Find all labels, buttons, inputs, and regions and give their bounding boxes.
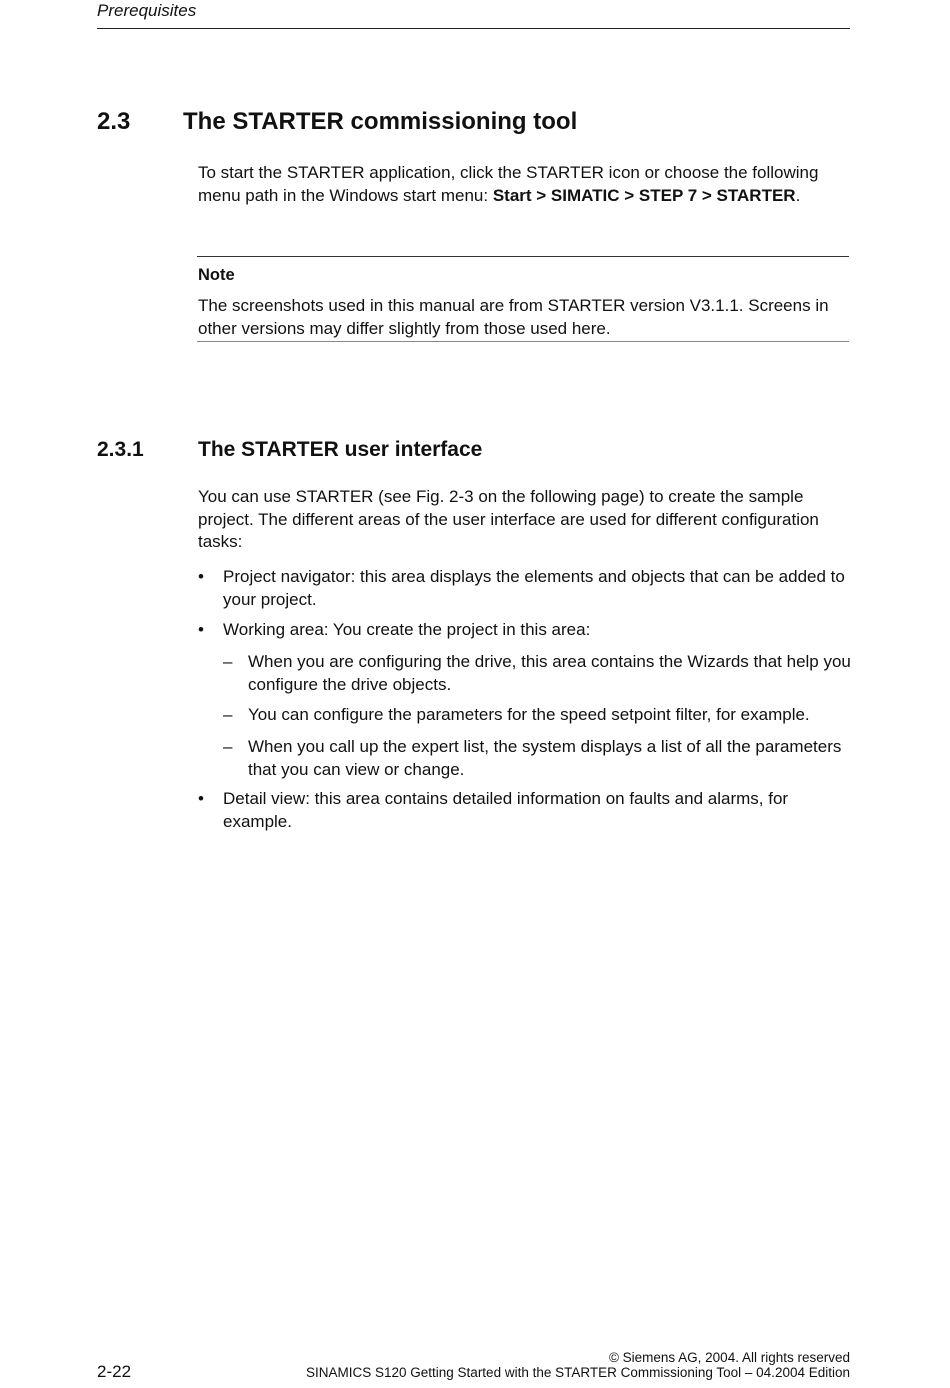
note-text: The screenshots used in this manual are from STARTER version V3.1.1. Screens in other versions may differ slightly from those used here. [198, 296, 829, 338]
list-subitem: You can configure the parameters for the speed setpoint filter, for example. [248, 705, 810, 724]
intro-text: To start the STARTER application, click the STARTER icon or choose the following menu path in the Windows start menu: [198, 163, 819, 205]
menu-path: Start > SIMATIC > STEP 7 > STARTER [492, 185, 796, 205]
running-header: Prerequisites [97, 1, 197, 20]
section-number: 2.3 [97, 108, 131, 135]
page-number: 2-22 [97, 1362, 132, 1381]
subsection-number: 2.3.1 [97, 438, 144, 461]
bullet-symbol: • [198, 789, 204, 808]
bullet-symbol: • [198, 567, 204, 586]
list-item: Detail view: this area contains detailed information on faults and alarms, for example. [223, 789, 789, 831]
subsection-title: The STARTER user interface [198, 438, 483, 461]
header-rule [97, 28, 850, 29]
footer-copyright: © Siemens AG, 2004. All rights reserved [608, 1350, 850, 1365]
footer-document-title: SINAMICS S120 Getting Started with the STARTER Commissioning Tool – 04.2004 Edition [305, 1365, 850, 1380]
list-subitem: When you call up the expert list, the system displays a list of all the parameters that you can view or change. [248, 737, 842, 779]
dash-symbol: – [223, 652, 233, 671]
list-subitem: When you are configuring the drive, this area contains the Wizards that help you configure the drive objects. [248, 652, 851, 694]
list-item: Working area: You create the project in this area: [223, 620, 591, 639]
dash-symbol: – [223, 705, 233, 724]
note-label: Note [198, 266, 235, 284]
intro-paragraph [198, 162, 853, 207]
dash-symbol: – [223, 737, 233, 756]
note-top-rule [197, 256, 849, 257]
subsection-body: You can use STARTER (see Fig. 2-3 on the following page) to create the sample project. The different areas of the user interface are used for different configuration tasks: [198, 487, 819, 551]
bullet-symbol: • [198, 620, 204, 639]
note-bottom-rule [197, 341, 849, 342]
list-item: Project navigator: this area displays the elements and objects that can be added to your project. [223, 567, 845, 609]
intro-end: . [795, 185, 801, 205]
section-title: The STARTER commissioning tool [183, 108, 578, 135]
